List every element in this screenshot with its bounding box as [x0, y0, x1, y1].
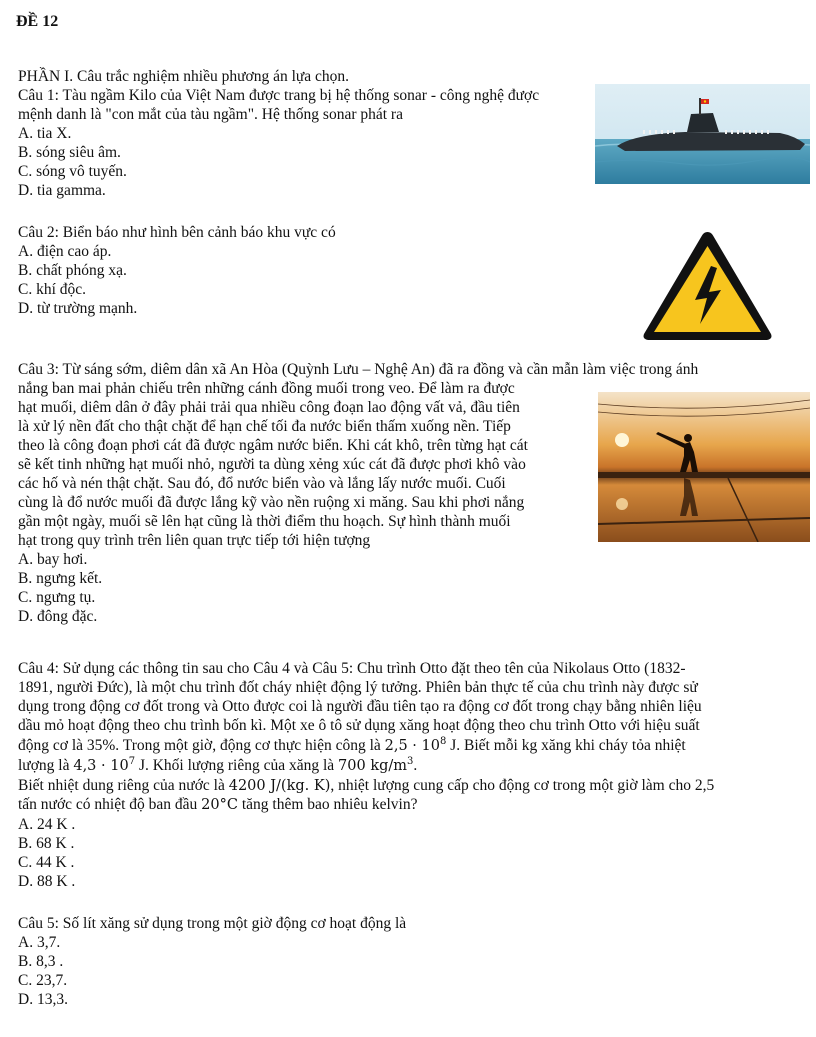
text: tăng thêm bao nhiêu kelvin?: [237, 796, 418, 813]
text: .: [413, 757, 418, 774]
exponent: 8: [439, 736, 447, 748]
question-text-line: các hố và nén thật chặt. Sau đó, đổ nước biển vào và lắng lấy nước muối. Cuối: [18, 475, 506, 492]
question-text-line: [18, 756, 417, 776]
option-c[interactable]: C. ngưng tụ.: [18, 589, 96, 606]
option-d[interactable]: D. 13,3.: [18, 991, 68, 1008]
question-text-line: hạt trong quy trình trên liên quan trực tiếp tới hiện tượng: [18, 532, 371, 549]
option-b[interactable]: B. chất phóng xạ.: [18, 262, 127, 279]
option-a[interactable]: A. tia X.: [18, 125, 72, 142]
formula-temperature: 20°C: [201, 797, 238, 813]
question-text-line: nắng ban mai phản chiếu trên những cánh đồng muối trong veo. Để làm ra được: [18, 380, 515, 397]
option-c[interactable]: C. sóng vô tuyến.: [18, 163, 127, 180]
math-text: 4,3 · 10: [73, 758, 129, 774]
question-text-line: Câu 3: Từ sáng sớm, diêm dân xã An Hòa (Quỳnh Lưu – Nghệ An) đã ra đồng và cần mẫn làm việc trong ánh: [18, 361, 699, 378]
question-text-line: Câu 1: Tàu ngầm Kilo của Việt Nam được trang bị hệ thống sonar - công nghệ được: [18, 87, 540, 104]
formula-work: [385, 738, 447, 754]
question-text-line: gần một ngày, muối sẽ lên hạt cũng là thời điểm thu hoạch. Sự hình thành muối: [18, 513, 511, 530]
question-text-line: dụng trong động cơ đốt trong và Otto được coi là người đầu tiên tạo ra động cơ đốt trong chạy bằng nhiên liệu: [18, 698, 702, 715]
high-voltage-warning-sign-icon: [639, 226, 776, 347]
exponent: 7: [128, 756, 136, 768]
math-text: 700 kg/m: [338, 758, 408, 774]
option-c[interactable]: C. 44 K .: [18, 854, 75, 871]
exam-title: ĐỀ 12: [16, 13, 59, 30]
salt-field-image: [598, 392, 810, 542]
exponent: 3: [407, 756, 414, 768]
question-text-line: hạt muối, diêm dân ở đây phải trải qua nhiều công đoạn lao động vất vả, đầu tiên: [18, 399, 520, 416]
question-text-line: Câu 2: Biển báo như hình bên cảnh báo khu vực có: [18, 224, 336, 241]
question-text-line: [18, 795, 417, 815]
question-text-line: là xử lý nền đất cho thật chặt để hạn chế tối đa nước biển thấm xuống nền. Tiếp: [18, 418, 511, 435]
text: lượng là: [18, 757, 74, 774]
question-text-line: 1891, người Đức), là một chu trình đốt cháy nhiệt động lý tưởng. Phiên bản thực tế của chu trình này được sử: [18, 679, 698, 696]
question-text-line: sẽ kết tinh những hạt muối nhỏ, người ta dùng xẻng xúc cát đã được phơi khô vào: [18, 456, 526, 473]
option-a[interactable]: A. bay hơi.: [18, 551, 88, 568]
option-b[interactable]: B. sóng siêu âm.: [18, 144, 121, 161]
question-text-line: theo là công đoạn phơi cát đã được ngâm nước biển. Khi cát khô, trên từng hạt cát: [18, 437, 528, 454]
section-title: PHẦN I. Câu trắc nghiệm nhiều phương án lựa chọn.: [18, 68, 350, 85]
text: J. Biết mỗi kg xăng khi cháy tỏa nhiệt: [446, 737, 686, 754]
question-text-line: Câu 5: Số lít xăng sử dụng trong một giờ động cơ hoạt động là: [18, 915, 407, 932]
option-a[interactable]: A. 3,7.: [18, 934, 61, 951]
text: J. Khối lượng riêng của xăng là: [135, 757, 339, 774]
text: , nhiệt lượng cung cấp cho động cơ trong một giờ làm cho 2,5: [330, 777, 715, 794]
text: động cơ là 35%. Trong một giờ, động cơ thực hiện công là: [18, 737, 385, 754]
question-text-line: mệnh danh là "con mắt của tàu ngầm". Hệ thống sonar phát ra: [18, 106, 403, 123]
option-a[interactable]: A. điện cao áp.: [18, 243, 112, 260]
option-b[interactable]: B. 8,3 .: [18, 953, 64, 970]
question-text-line: Câu 4: Sử dụng các thông tin sau cho Câu 4 và Câu 5: Chu trình Otto đặt theo tên của Nikolaus Otto (1832-: [18, 660, 686, 677]
option-d[interactable]: D. từ trường mạnh.: [18, 300, 138, 317]
option-d[interactable]: D. tia gamma.: [18, 182, 106, 199]
math-text: 2,5 · 10: [384, 738, 440, 754]
text: tấn nước có nhiệt độ ban đầu: [18, 796, 202, 813]
option-c[interactable]: C. 23,7.: [18, 972, 68, 989]
option-b[interactable]: B. ngưng kết.: [18, 570, 103, 587]
option-a[interactable]: A. 24 K .: [18, 816, 76, 833]
question-text-line: cùng là đổ nước muối đã được lắng kỹ vào nền ruộng xi măng. Sau khi phơi nắng: [18, 494, 525, 511]
formula-density: [338, 758, 413, 774]
submarine-image: [595, 84, 810, 184]
text: Biết nhiệt dung riêng của nước là: [18, 777, 229, 794]
formula-specific-heat: 4200 J/(kg. K): [228, 778, 331, 794]
option-c[interactable]: C. khí độc.: [18, 281, 87, 298]
option-b[interactable]: B. 68 K .: [18, 835, 75, 852]
question-text-line: [18, 736, 686, 756]
question-text-line: dầu mỏ hoạt động theo chu trình bốn kì. Một xe ô tô sử dụng xăng hoạt động theo chu trình Otto với hiệu suất: [18, 717, 700, 734]
option-d[interactable]: D. 88 K .: [18, 873, 76, 890]
option-d[interactable]: D. đông đặc.: [18, 608, 98, 625]
formula-heat: [73, 758, 135, 774]
question-text-line: [18, 776, 714, 796]
